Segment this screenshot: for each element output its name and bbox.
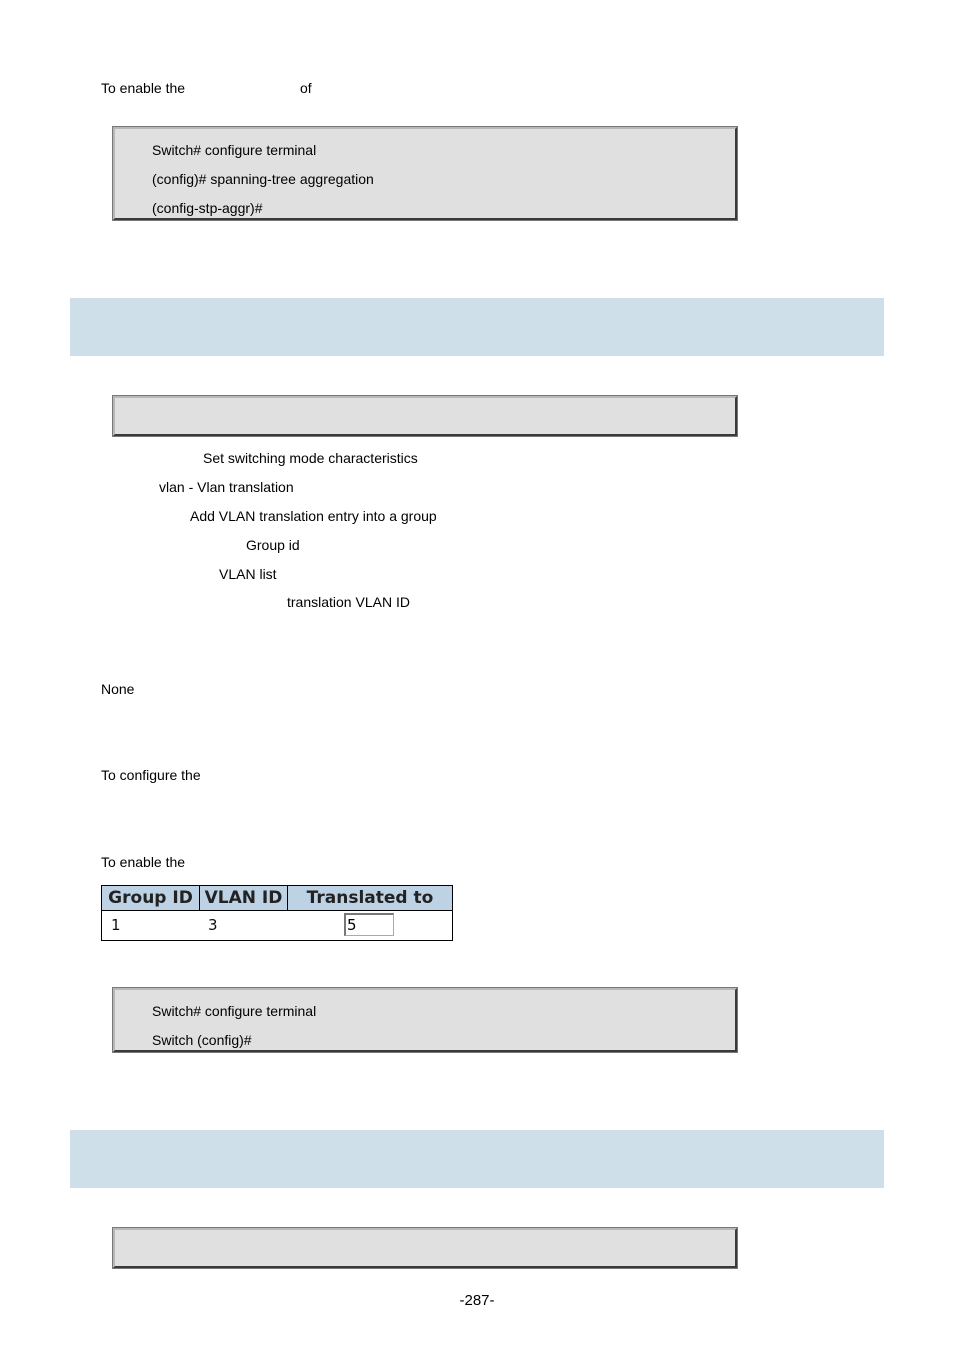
section-heading-band (70, 298, 884, 356)
cell-group-id: 1 (111, 916, 121, 934)
code-line: Switch (config)# (152, 1032, 252, 1048)
column-header-vlan-id: VLAN ID (200, 886, 288, 910)
example-intro: To enable the (101, 80, 186, 96)
param-group-desc: Group id (246, 537, 300, 553)
code-line: (config)# spanning-tree aggregation (152, 171, 374, 187)
vlan-translation-table (101, 885, 453, 941)
param-translation-desc: translation VLAN ID (287, 594, 410, 610)
code-block-1 (112, 126, 738, 221)
syntax-box (112, 1227, 738, 1269)
translated-vid-input[interactable] (344, 913, 394, 936)
usage-text: To configure the (101, 767, 201, 783)
example-intro: To enable the (101, 854, 186, 870)
param-add-desc: Add VLAN translation entry into a group (190, 508, 437, 524)
param-vlanlist-desc: VLAN list (219, 566, 277, 582)
param-switchport-desc: Set switching mode characteristics (203, 450, 418, 466)
table-header-row (102, 886, 452, 911)
example-intro-of: of (300, 80, 312, 96)
section-heading-band (70, 1130, 884, 1188)
code-block-2 (112, 987, 738, 1053)
param-vlan-desc: vlan - Vlan translation (159, 479, 294, 495)
code-line: (config-stp-aggr)# (152, 200, 263, 216)
code-line: Switch# configure terminal (152, 142, 317, 158)
page-number: -287- (459, 1292, 495, 1309)
code-line: Switch# configure terminal (152, 1003, 317, 1019)
column-header-translated-vid: Translated to (306, 888, 434, 908)
syntax-box (112, 395, 738, 437)
column-header-group-id: Group ID (102, 886, 200, 910)
cell-vlan-id: 3 (208, 916, 218, 934)
default-value: None (101, 681, 135, 697)
